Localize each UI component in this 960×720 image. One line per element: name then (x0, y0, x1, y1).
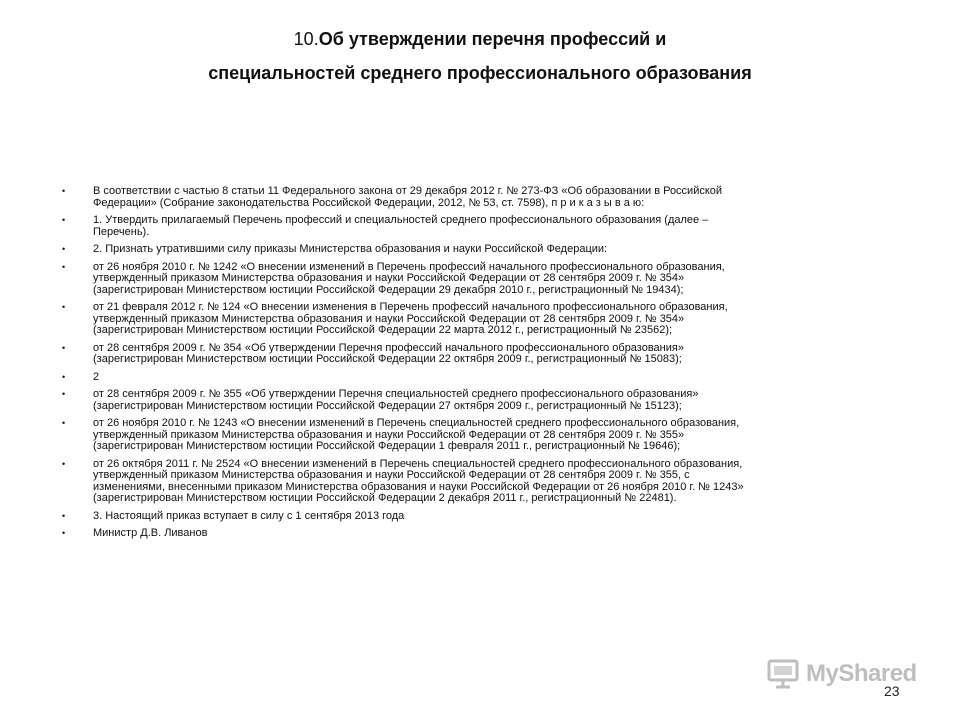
list-item (62, 302, 892, 337)
document-body (62, 186, 892, 546)
bullet-dot: • (62, 528, 66, 538)
list-item-text: от 26 ноября 2010 г. № 1243 «О внесении изменений в Перечень специальностей среднего профессионального образования, утвержденный приказом Министерства образования и науки Российской Федерации от 28 сентября 2009 г. № 355» (зарегистрирован Министерством юстиции Российской Федерации 1 февраля 2011 г., регистрационный № 19646); (93, 417, 740, 452)
list-item (62, 511, 892, 523)
list-item-text: от 21 февраля 2012 г. № 124 «О внесении изменения в Перечень профессий начального профессионального образования, утвержденный приказом Министерства образования и науки Российской Федерации от 28 сентября 2009 г. № 354» (зарегистрирован Министерством юстиции Российской Федерации 22 марта 2012 г., регистрационный № 23562); (93, 301, 728, 336)
list-item (62, 372, 892, 384)
bullet-dot: • (62, 389, 66, 399)
list-item (62, 186, 892, 209)
bullet-dot: • (62, 418, 66, 428)
list-item-text: от 26 октября 2011 г. № 2524 «О внесении изменений в Перечень специальностей среднего профессионального образования, утвержденный приказом Министерства образования и науки Российской Федерации от 28 сентября 2009 г. № 355, с изменениями, внесенными приказом Министерства образования и науки Российской Федерации от 26 ноября 2010 г. № 1243» (зарегистрирован Министерством юстиции Российской Федерации 2 декабря 2011 г., регистрационный № 22481). (93, 457, 744, 504)
page-title (60, 22, 900, 90)
list-item-text: 1. Утвердить прилагаемый Перечень профессий и специальностей среднего профессионального образования (далее – Перечень). (93, 214, 709, 238)
list-item-text: 2. Признать утратившими силу приказы Министерства образования и науки Российской Федерации: (93, 243, 608, 255)
list-item (62, 343, 892, 366)
bullet-dot: • (62, 342, 66, 353)
list-item-text: Министр Д.В. Ливанов (93, 527, 208, 539)
bullet-dot: • (62, 458, 66, 469)
title-line-1 (60, 22, 900, 56)
title-line-2: специальностей среднего профессионального образования (208, 63, 752, 83)
list-item-text: В соответствии с частью 8 статьи 11 Федерального закона от 29 декабря 2012 г. № 273-ФЗ «Об образовании в Российской Федерации» (Собрание законодательства Российской Федерации, 2012, № 53, ст. 7598), п р и к а з ы в а ю: (93, 185, 723, 209)
title-number: 10. (293, 29, 319, 49)
watermark-text: MyShared (806, 660, 917, 687)
list-item (62, 244, 892, 256)
bullet-dot: • (62, 302, 66, 312)
page-number: 23 (884, 683, 900, 699)
list-item-text: от 28 сентября 2009 г. № 355 «Об утверждении Перечня специальностей среднего профессионального образования» (зарегистрирован Министерством юстиции Российской Федерации 27 октября 2009 г., регистрационный № 15123); (93, 388, 699, 412)
projector-screen-icon (766, 657, 800, 691)
bullet-dot: • (62, 215, 66, 225)
bullet-dot: • (62, 371, 66, 382)
title-text-1: Об утверждении перечня профессий и (318, 29, 667, 49)
watermark-logo (766, 654, 926, 694)
bullet-dot: • (62, 244, 66, 254)
bullet-list (62, 186, 892, 540)
list-item (62, 389, 892, 412)
bullet-dot: • (62, 261, 66, 272)
list-item-text: 3. Настоящий приказ вступает в силу с 1 сентября 2013 года (93, 509, 405, 522)
list-item-text: от 26 ноября 2010 г. № 1242 «О внесении изменений в Перечень профессий начального профессионального образования, утвержденный приказом Министерства образования и науки Российской Федерации от 28 сентября 2009 г. № 354» (зарегистрирован Министерством юстиции Российской Федерации 29 декабря 2010 г., регистрационный № 19434); (93, 260, 725, 296)
list-item (62, 528, 892, 540)
bullet-dot: • (62, 510, 66, 521)
bullet-dot: • (62, 186, 66, 196)
list-item (62, 459, 892, 505)
list-item (62, 262, 892, 297)
list-item-text: 2 (93, 370, 100, 383)
list-item-text: от 28 сентября 2009 г. № 354 «Об утверждении Перечня профессий начального профессионального образования» (зарегистрирован Министерством юстиции Российской Федерации 22 октября 2009 г., регистрационный № 15083); (93, 341, 684, 365)
list-item (62, 215, 892, 238)
list-item (62, 418, 892, 453)
